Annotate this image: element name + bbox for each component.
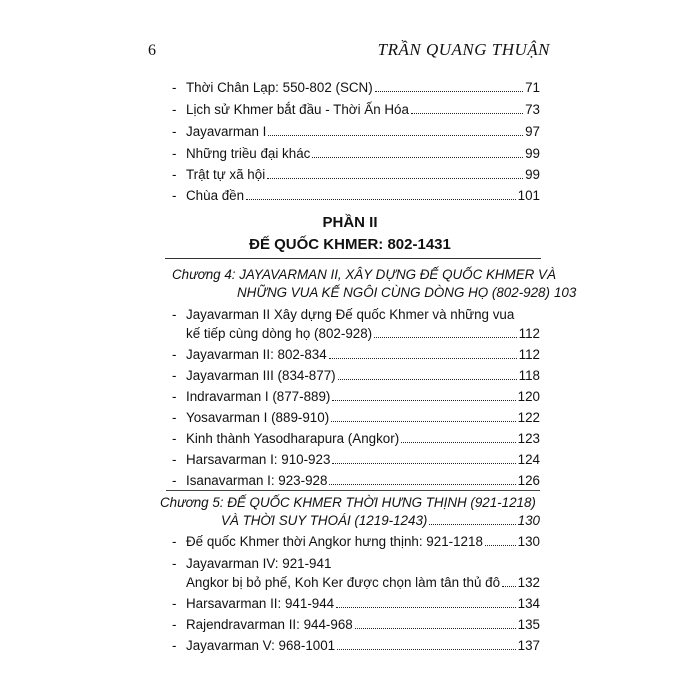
entry-title: kế tiếp cùng dòng họ (802-928) <box>186 326 373 341</box>
dot-leader <box>411 113 523 114</box>
entry-title: Những triều đại khác <box>186 146 311 161</box>
toc-entry[interactable] <box>172 187 540 205</box>
dot-leader <box>329 484 515 485</box>
toc-entry-line2[interactable] <box>186 574 540 592</box>
chapter-5-title-line1[interactable]: Chương 5: ĐẾ QUỐC KHMER THỜI HƯNG THỊNH (921-1218) <box>160 495 536 510</box>
toc-entry[interactable] <box>172 616 540 634</box>
entry-title: Lịch sử Khmer bắt đầu - Thời Ấn Hóa <box>186 102 409 117</box>
toc-entry[interactable] <box>172 166 540 184</box>
entry-page: 132 <box>517 575 540 590</box>
entry-title: Jayavarman III (834-877) <box>186 368 336 383</box>
dot-leader <box>375 91 523 92</box>
dot-leader <box>355 628 516 629</box>
entry-page: 124 <box>517 452 540 467</box>
page-number: 6 <box>148 42 156 59</box>
running-header-author: TRẦN QUANG THUẬN <box>377 40 550 59</box>
entry-dash: - <box>172 124 177 139</box>
dot-leader <box>336 607 516 608</box>
entry-title: Kinh thành Yasodharapura (Angkor) <box>186 431 400 446</box>
entry-title: Jayavarman II: 802-834 <box>186 347 327 362</box>
dot-leader <box>401 442 516 443</box>
chapter-page: 103 <box>553 285 577 300</box>
toc-entry[interactable] <box>172 472 540 490</box>
toc-entry-line1[interactable] <box>172 306 514 324</box>
chapter-page: 130 <box>517 513 540 528</box>
toc-entry[interactable] <box>172 145 540 163</box>
entry-page: 130 <box>517 534 540 549</box>
entry-dash: - <box>172 473 177 488</box>
toc-entry[interactable] <box>172 533 540 551</box>
dot-leader <box>329 358 517 359</box>
entry-title: Yosavarman I (889-910) <box>186 410 330 425</box>
entry-dash: - <box>172 596 177 611</box>
toc-entry-line2[interactable] <box>186 325 540 343</box>
entry-dash: - <box>172 188 177 203</box>
entry-dash: - <box>172 102 177 117</box>
section-divider <box>165 258 541 259</box>
entry-dash: - <box>172 368 177 383</box>
dot-leader <box>338 379 517 380</box>
entry-page: 126 <box>517 473 540 488</box>
dot-leader <box>485 545 516 546</box>
entry-title: Jayavarman V: 968-1001 <box>186 638 336 653</box>
entry-page: 99 <box>525 167 540 182</box>
toc-entry[interactable] <box>172 79 540 97</box>
entry-page: 99 <box>525 146 540 161</box>
entry-dash: - <box>172 617 177 632</box>
entry-page: 101 <box>517 188 540 203</box>
chapter-5-title-line2[interactable] <box>221 512 540 530</box>
entry-dash: - <box>172 307 177 322</box>
toc-entry[interactable] <box>172 595 540 613</box>
dot-leader <box>332 463 515 464</box>
dot-leader <box>332 400 515 401</box>
part-heading: PHẦN II <box>322 214 378 231</box>
dot-leader <box>267 178 523 179</box>
entry-dash: - <box>172 410 177 425</box>
toc-entry[interactable] <box>172 430 540 448</box>
entry-title: Indravarman I (877-889) <box>186 389 331 404</box>
entry-dash: - <box>172 556 177 571</box>
entry-dash: - <box>172 431 177 446</box>
entry-page: 137 <box>517 638 540 653</box>
entry-title: Jayavarman IV: 921-941 <box>186 556 332 571</box>
entry-page: 71 <box>525 80 540 95</box>
dot-leader <box>312 157 523 158</box>
entry-title: Rajendravarman II: 944-968 <box>186 617 353 632</box>
entry-page: 97 <box>525 124 540 139</box>
entry-dash: - <box>172 389 177 404</box>
entry-page: 123 <box>517 431 540 446</box>
dot-leader <box>337 649 516 650</box>
entry-title: Thời Chân Lạp: 550-802 (SCN) <box>186 80 373 95</box>
toc-entry[interactable] <box>172 101 540 119</box>
toc-entry[interactable] <box>172 123 540 141</box>
entry-dash: - <box>172 167 177 182</box>
part-subheading: ĐẾ QUỐC KHMER: 802-1431 <box>249 236 451 253</box>
entry-title: Harsavarman I: 910-923 <box>186 452 331 467</box>
entry-dash: - <box>172 80 177 95</box>
entry-page: 118 <box>518 368 540 383</box>
entry-page: 122 <box>517 410 540 425</box>
entry-dash: - <box>172 638 177 653</box>
entry-dash: - <box>172 146 177 161</box>
dot-leader <box>246 199 516 200</box>
entry-title: Chùa đền <box>186 188 245 203</box>
chapter-title: VÀ THỜI SUY THOÁI (1219-1243) <box>221 513 428 528</box>
entry-dash: - <box>172 347 177 362</box>
entry-page: 73 <box>525 102 540 117</box>
chapter-4-title-line1[interactable]: Chương 4: JAYAVARMAN II, XÂY DỰNG ĐẾ QUỐC KHMER VÀ <box>172 267 556 282</box>
chapter-divider <box>166 490 540 491</box>
dot-leader <box>268 135 523 136</box>
entry-title: Đế quốc Khmer thời Angkor hưng thịnh: 921-1218 <box>186 534 483 549</box>
entry-dash: - <box>172 534 177 549</box>
entry-page: 135 <box>517 617 540 632</box>
toc-entry-line1[interactable] <box>172 555 331 573</box>
dot-leader <box>331 421 515 422</box>
entry-title: Jayavarman I <box>186 124 267 139</box>
toc-entry[interactable] <box>172 409 540 427</box>
entry-page: 134 <box>517 596 540 611</box>
entry-title: Harsavarman II: 941-944 <box>186 596 335 611</box>
entry-title: Trật tự xã hội <box>186 167 266 182</box>
dot-leader <box>429 524 515 525</box>
entry-page: 120 <box>517 389 540 404</box>
dot-leader <box>502 586 516 587</box>
toc-entry[interactable] <box>172 637 540 655</box>
chapter-title: NHỮNG VUA KẾ NGÔI CÙNG DÒNG HỌ (802-928) <box>237 285 550 300</box>
entry-page: 112 <box>518 326 540 341</box>
dot-leader <box>374 337 517 338</box>
toc-entry[interactable] <box>172 451 540 469</box>
entry-title: Isanavarman I: 923-928 <box>186 473 328 488</box>
toc-entry[interactable] <box>172 346 540 364</box>
entry-dash: - <box>172 452 177 467</box>
toc-entry[interactable] <box>172 388 540 406</box>
toc-entry[interactable] <box>172 367 540 385</box>
entry-title: Jayavarman II Xây dựng Đế quốc Khmer và những vua <box>186 307 515 322</box>
entry-title: Angkor bị bỏ phế, Koh Ker được chọn làm tân thủ đô <box>186 575 501 590</box>
entry-page: 112 <box>518 347 540 362</box>
chapter-4-title-line2[interactable] <box>237 284 577 302</box>
